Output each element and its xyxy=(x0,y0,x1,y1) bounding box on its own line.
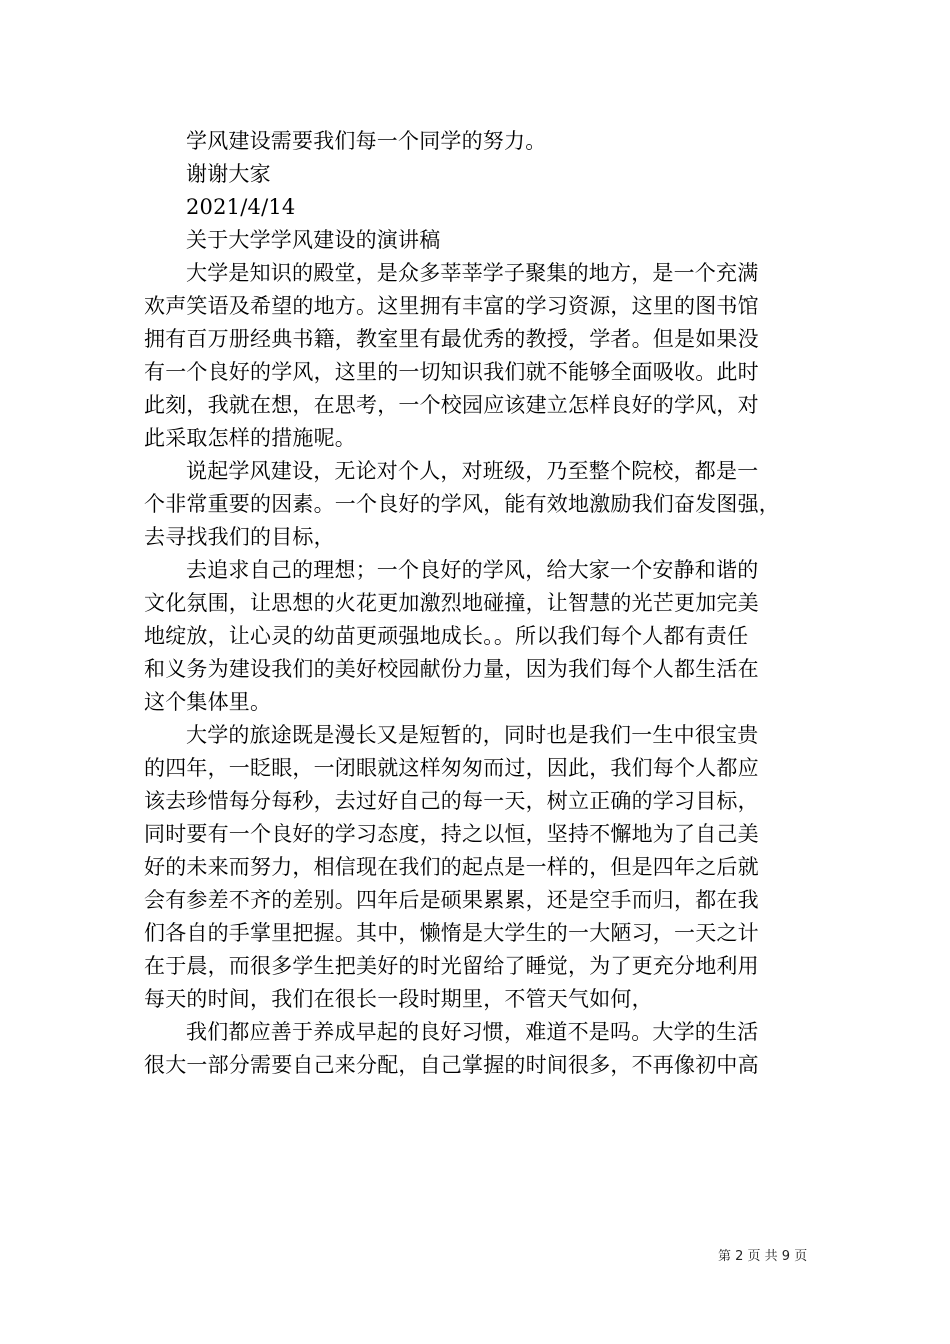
document-body xyxy=(144,125,814,1082)
closing-sentence: 学风建设需要我们每一个同学的努力。 xyxy=(186,129,547,153)
paragraph-1 xyxy=(144,257,814,455)
paragraph-line: 此刻，我就在想，在思考，一个校园应该建立怎样良好的学风，对 xyxy=(144,393,759,417)
paragraph-line: 地绽放，让心灵的幼苗更顽强地成长。。所以我们每个人都有责任 xyxy=(144,624,749,648)
paragraph-line: 很大一部分需要自己来分配，自己掌握的时间很多，不再像初中高 xyxy=(144,1053,759,1077)
paragraph-line: 在于晨，而很多学生把美好的时光留给了睡觉，为了更充分地利用 xyxy=(144,954,759,978)
thanks-line: 谢谢大家 xyxy=(186,162,271,186)
paragraph-line: 大学的旅途既是漫长又是短暂的，同时也是我们一生中很宝贵 xyxy=(186,723,759,747)
paragraph-line: 会有参差不齐的差别。四年后是硕果累累，还是空手而归，都在我 xyxy=(144,888,759,912)
speech-title: 关于大学学风建设的演讲稿 xyxy=(186,228,441,252)
paragraph-line: 的四年，一眨眼，一闭眼就这样匆匆而过，因此，我们每个人都应 xyxy=(144,756,759,780)
paragraph-line: 说起学风建设，无论对个人，对班级，乃至整个院校，都是一 xyxy=(186,459,759,483)
paragraph-2 xyxy=(144,455,814,554)
paragraph-3 xyxy=(144,554,814,719)
paragraph-line: 文化氛围，让思想的火花更加激烈地碰撞，让智慧的光芒更加完美 xyxy=(144,591,759,615)
paragraph-5 xyxy=(144,1016,814,1082)
paragraph-line: 个非常重要的因素。一个良好的学风，能有效地激励我们奋发图强， xyxy=(144,492,780,516)
paragraph-line: 欢声笑语及希望的地方。这里拥有丰富的学习资源，这里的图书馆 xyxy=(144,294,759,318)
paragraph-line: 和义务为建设我们的美好校园献份力量，因为我们每个人都生活在 xyxy=(144,657,759,681)
paragraph-line: 此采取怎样的措施呢。 xyxy=(144,426,356,450)
paragraph-line: 们各自的手掌里把握。其中，懒惰是大学生的一大陋习，一天之计 xyxy=(144,921,759,945)
page-number-footer: 第 2 页 共 9 页 xyxy=(718,1249,808,1264)
paragraph-line: 大学是知识的殿堂，是众多莘莘学子聚集的地方，是一个充满 xyxy=(186,261,759,285)
paragraph-line: 去追求自己的理想；一个良好的学风，给大家一个安静和谐的 xyxy=(186,558,759,582)
paragraph-line: 有一个良好的学风，这里的一切知识我们就不能够全面吸收。此时 xyxy=(144,360,759,384)
paragraph-line: 我们都应善于养成早起的良好习惯，难道不是吗。大学的生活 xyxy=(186,1020,759,1044)
date-line: 2021/4/14 xyxy=(186,195,296,219)
paragraph-line: 去寻找我们的目标， xyxy=(144,525,335,549)
paragraph-line: 该去珍惜每分每秒，去过好自己的每一天，树立正确的学习目标， xyxy=(144,789,759,813)
paragraph-line: 好的未来而努力，相信现在我们的起点是一样的，但是四年之后就 xyxy=(144,855,759,879)
paragraph-4 xyxy=(144,719,814,1016)
paragraph-line: 同时要有一个良好的学习态度，持之以恒，坚持不懈地为了自己美 xyxy=(144,822,759,846)
paragraph-line: 拥有百万册经典书籍，教室里有最优秀的教授，学者。但是如果没 xyxy=(144,327,759,351)
paragraph-line: 每天的时间，我们在很长一段时期里，不管天气如何， xyxy=(144,987,653,1011)
paragraph-line: 这个集体里。 xyxy=(144,690,272,714)
